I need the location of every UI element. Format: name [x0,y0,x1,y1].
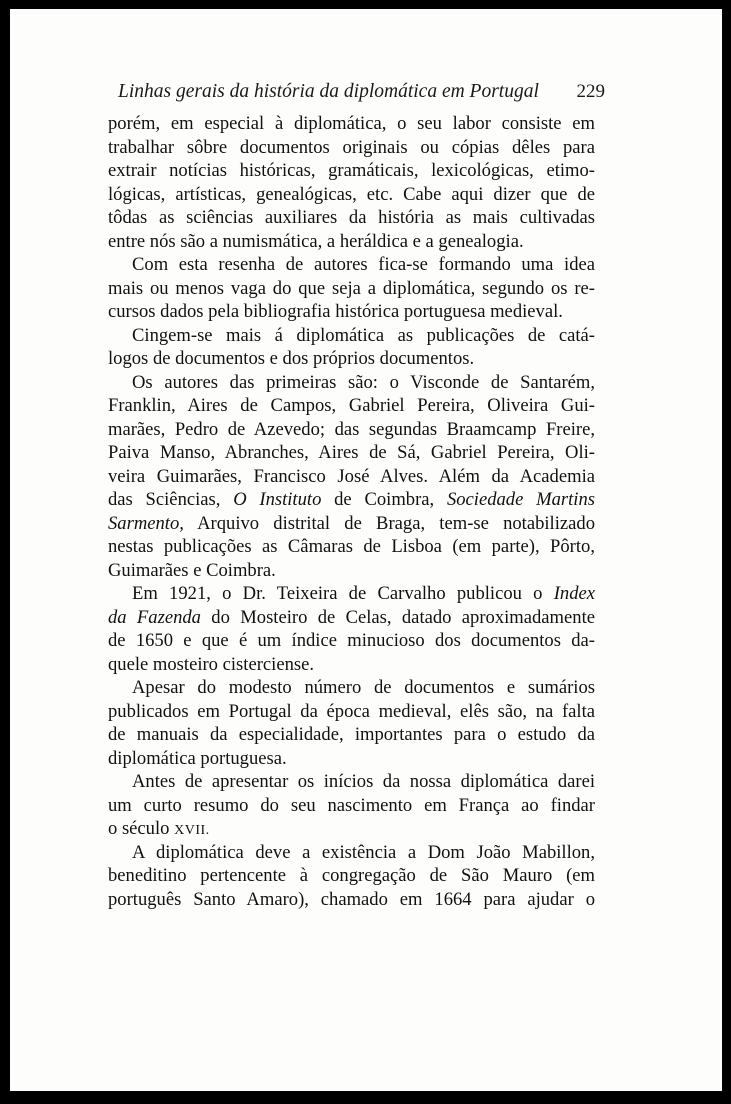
text-line: mais ou menos vaga do que seja a diplomática, segundo os re- [108,277,595,299]
text-line: trabalhar sôbre documentos originais ou cópias dêles para [108,136,595,158]
text-line: porém, em especial à diplomática, o seu labor consiste em [108,113,595,134]
paragraph [108,253,595,324]
text-line: publicados em Portugal da época medieval, elês são, na falta [108,700,595,722]
text-line: Apesar do modesto número de documentos e sumários [132,677,595,698]
paragraph [108,582,595,676]
paragraph [108,112,595,253]
italic-title: Index [553,583,595,604]
text-line: um curto resumo do seu nascimento em França ao findar [108,794,595,816]
text-run: de Coimbra, [321,489,447,510]
text-line: logos de documentos e dos próprios documentos. [108,348,475,369]
paragraph [108,676,595,770]
text-line [108,582,595,606]
text-line: veira Guimarães, Francisco José Alves. Além da Academia [108,465,595,487]
text-line: A diplomática deve a existência a Dom João Mabillon, [132,841,595,863]
text-line [108,817,595,841]
paragraph [108,841,595,912]
text-line [108,606,595,630]
italic-title: Sociedade Martins [446,489,595,510]
text-line: marães, Pedro de Azevedo; das segundas Braamcamp Freire, [108,418,595,440]
text-line: extrair notícias históricas, gramáticais, lexicológicas, etimo- [108,160,595,181]
text-run: o século [108,818,175,839]
paragraph [108,770,595,841]
text-line: Os autores das primeiras são: o Visconde de Santarém, [132,371,595,393]
text-run: das Sciências, [108,489,234,510]
italic-title: O Instituto [233,489,322,510]
text-line: beneditino pertencente à congregação de São Mauro (em [108,865,595,886]
text-line: de manuais da especialidade, importantes para o estudo da [108,724,595,745]
text-line: diplomática portuguesa. [108,747,287,769]
text-line: Guimarães e Coimbra. [108,559,276,581]
text-line: nestas publicações as Câmaras de Lisboa (em parte), Pôrto, [108,536,595,557]
running-title: Linhas gerais da história da diplomática em Portugal [118,81,539,102]
text-line [108,512,595,536]
paragraph [108,324,595,371]
text-line: Cingem-se mais á diplomática as publicações de catá- [132,324,595,346]
text-line: quele mosteiro cisterciense. [108,653,315,675]
text-line: Paiva Manso, Abranches, Aires de Sá, Gabriel Pereira, Oli- [108,442,595,463]
page-body [108,112,595,911]
text-line: lógicas, artísticas, genealógicas, etc. Cabe aqui dizer que de [108,183,595,205]
page-number: 229 [576,81,605,102]
italic-title: Sarmento, [108,512,184,534]
paragraph [108,371,595,583]
text-line: Com esta resenha de autores fica-se formando uma idea [132,254,595,275]
page-header [118,79,605,105]
text-line: entre nós são a numismática, a heráldica e a genealogia. [108,230,524,252]
text-run: do Mosteiro de Celas, datado aproximadamente [200,606,595,628]
text-line: português Santo Amaro), chamado em 1664 para ajudar o [108,888,595,910]
text-line: Antes de apresentar os inícios da nossa diplomática darei [132,771,595,792]
text-line: Franklin, Aires de Campos, Gabriel Pereira, Oliveira Gui- [108,395,595,416]
text-run: Em 1921, o Dr. Teixeira de Carvalho publicou o [132,583,554,604]
italic-title: da Fazenda [108,606,201,628]
text-line: de 1650 e que é um índice minucioso dos documentos da- [108,630,595,651]
text-line [108,488,595,512]
text-line: cursos dados pela bibliografia histórica portuguesa medieval. [108,301,563,322]
text-run: Arquivo distrital de Braga, tem-se notabilizado [183,512,595,534]
text-line: tôdas as sciências auxiliares da história as mais cultivadas [108,207,595,228]
roman-numeral: XVII. [174,823,210,838]
